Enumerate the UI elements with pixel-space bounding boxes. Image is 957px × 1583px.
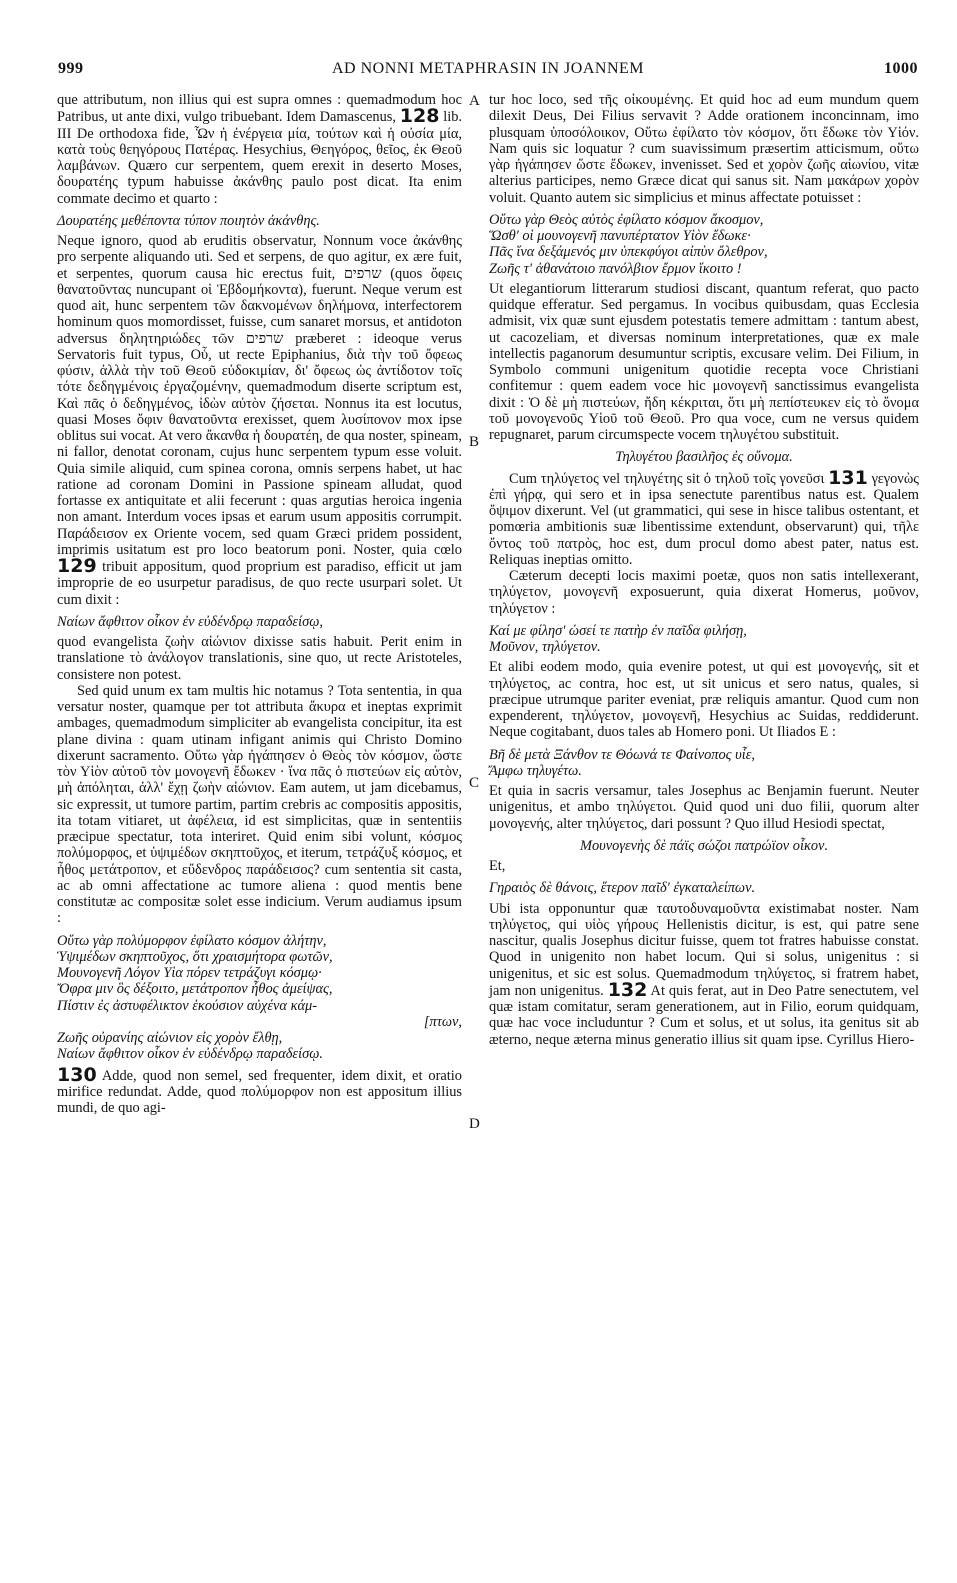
verse-line: Οὕτω γὰρ Θεὸς αὐτὸς ἐφίλατο κόσμον ἄκοσμον, [489, 211, 764, 228]
verse-line: Δουρατέης μεθέποντα τύπον ποιητὸν ἀκάνθης. [57, 212, 320, 229]
verse-quotation [489, 747, 919, 780]
margin-letter-b: B [469, 434, 480, 450]
paragraph: Cum τηλύγετος vel τηλυγέτης sit ὁ τηλοῦ τοῖς γονεῦσι 131 γεγονὼς ἐπὶ γήρᾳ, qui sero et in ipsa senectute parentibus natus est. Qualem ὄψιμον dixerunt. Vel (ut grammatici, qui sese in hisce talibus ostentant, et pomœria ambitionis suæ libentissime extendunt, observarunt) qui, τῆλε ὄντος τοῦ πατρὸς, hoc est, dum procul domo abest pater, natus est. Reliquas ineptias omitto. [489, 466, 919, 568]
paragraph: tur hoc loco, sed τῆς οἰκουμένης. Et quid hoc ad eum mundum quem dilexit Deus, Dei Filius servavit ? Adde orationem inconcinnam, imo plusquam ὑποσόλοικον, Οὕτω ἐφίλατο τὸν κόσμον, ὅτι ἔδωκε τὸν Υἱόν. Nam quis sic loquatur ? cum suavissimum præsertim atticismum, οὕτω γὰρ ἠγάπησεν ὥστε ἔδωκεν, invenisset. Sed et χορὸν ζωῆς αἰωνίου, vitæ alterius participes, nemo Græce dicat qui sanus sit. Nam μακάρων χορὸν voluit. Quanto autem sic simplicius et minus affectate potuisset : [489, 92, 919, 206]
verse-quotation [57, 213, 462, 229]
verse-line: Μουνογενὴς δὲ πάϊς σώζοι πατρώϊον οἶκον. [579, 837, 829, 854]
page-number-right: 1000 [884, 60, 918, 77]
verse-line: [πτων, [423, 1013, 462, 1030]
paragraph: que attributum, non illius qui est supra omnes : quemadmodum hoc Patribus, ut ante dixi, vulgo tribuebant. Idem Damascenus, 128 lib. III De orthodoxa fide, Ὧν ἡ ἐνέργεια μία, τούτων καὶ ἡ οὐσία μία, κατὰ τοὺς θεηγόρους Πατέρας. Hesychius, Θεηγόρος, θεῖος, ἐκ Θεοῦ λαμβάνων. Quæro cur serpentem, quem erexit in deserto Moses, δουρατέης typum habuisse ἀκάνθης paulo post dicat. Ita enim commate decimo et quarto : [57, 92, 463, 207]
paragraph: 130 Adde, quod non semel, sed frequenter, idem dixit, et oratio mirifice redundat. Adde, quod πολύμορφον non est appositum illius mundi, de quo agi- [57, 1063, 462, 1116]
verse-quotation [489, 623, 919, 656]
verse-quotation [489, 880, 919, 896]
verse-quotation [57, 614, 462, 630]
verse-line: Ζωῆς τ' ἀθανάτοιο πανόλβιον ἔρμον ἵκοιτο ! [489, 260, 742, 277]
verse-line: Τηλυγέτου βασιλῆος ἐς οὔνομα. [615, 449, 793, 466]
verse-quotation [489, 838, 919, 854]
paragraph: Cæterum decepti locis maximi poetæ, quos non satis intellexerant, τηλύγετον, μονογενῆ exposuerunt, quia dixerat Homerus, μοῦνον, τηλύγετον : [489, 568, 919, 617]
page-number-left: 999 [58, 60, 84, 77]
verse-quotation [489, 449, 919, 465]
margin-letter-d: D [469, 1116, 480, 1132]
margin-letter-c: C [469, 775, 480, 791]
verse-line: Μοῦνον, τηλύγετον. [489, 639, 601, 655]
paragraph: Et quia in sacris versamur, tales Josephus ac Benjamin fuerunt. Neuter unigenitus, et ambo τηλύγετοι. Quid quod uni duo filii, quorum alter μονογενής, alter τηλύγετος, dari possunt ? Quo illud Hesiodi spectat, [489, 783, 919, 832]
verse-quotation [57, 933, 462, 1063]
verse-line: Ζωῆς οὐρανίης αἰώνιον εἰς χορὸν ἔλθῃ, [57, 1030, 283, 1046]
paragraph: Ubi ista opponuntur quæ ταυτοδυναμοῦντα existimabat noster. Nam τηλύγετος, qui υἱὸς γήρους Hellenistis dicitur, is est, qui patre sene nascitur, qualis Josephus dicitur fuisse, quem tot fratres habuisse constat. Quod in unigenito non habet locum. Qui si solus, unigenitus : si unigenitus, et sic est solus. Quemadmodum τηλύγετος, si fratrem habet, jam non unigenitus. 132 At quis ferat, aut in Deo Patre senectutem, vel quæ istam comitatur, seram generationem, aut in Filio, eorum quidquam, quæ hac voce includuntur ? Cum et solus, et ut solus, ita genitus sit ab æterno, neque æterna minus generatio illius sit quam ipse. Cyrillus Hiero- [489, 900, 919, 1048]
verse-line: Γηραιὸς δὲ θάνοις, ἕτερον παῖδ' ἐγκαταλείπων. [489, 880, 756, 897]
verse-line: Ναίων ἄφθιτον οἶκον ἐν εὐδένδρῳ παραδείσῳ. [57, 1046, 323, 1063]
verse-quotation [489, 212, 919, 277]
right-column [489, 92, 919, 1048]
section-number: 131 [828, 466, 868, 489]
paragraph: quod evangelista ζωὴν αἰώνιον dixisse satis habuit. Perit enim in translatione τὸ ἀνάλογον translationis, sine quo, ut recte Aristoteles, consistere non potest. [57, 634, 462, 683]
paragraph: Neque ignoro, quod ab eruditis observatur, Nonnum voce ἀκάνθης pro serpente aliquando uti. Sed et serpens, de quo agitur, ex ære fuit, et serpentes, quorum causa hic erectus fuit, שרפים (quos ὄφεις θανατοῦντας nuncupant οἱ Ἑβδομήκοντα), fuerunt. Neque verum est quod ait, hunc serpentem τῶν δακνομένων δηλήμονα, interfectorem hominum quos momordisset, fuisse, cum sanaret morsus, et antidoton adversus δηλητηριώδες τῶν שרפים præberet : ideoque verus Servatoris fuit typus, Οὗ, ut recte Epiphanius, διὰ τὴν τοῦ ὄφεως φύσιν, ἀλλὰ τὴν τοῦ Θεοῦ εὐδοκιμίαν, δι' ὄφεως ὡς ἀντίδοτον τοῖς τότε δεδηγμένοις ἐργαζομένην, quemadmodum diserte scriptum est, Καὶ πᾶς ὁ δεδηγμένος, ἰδὼν αὐτὸν ζήσεται. Nonnus ita est locutus, quasi Moses ὄφιν θανατοῦντα erexisset, quem λυσίπονον mox ipse oblitus sui vocat. At vero ἄκανθα ἡ δουρατέη, de qua noster, spineam, ni fallor, denotat coronam, cujus hunc serpentem typum esse voluit. Quia simile aliquid, cum spinea corona, omnis serpens habet, ut hac ratione ad coronam Domini in Passione spineam alludat, quod fortasse ex antiquitate et alii fecerunt : quas argutias heroica ingenia non amant. Interdum voces ipsas et earum usum appositis corrumpit. Παράδεισον ex Oriente vocem, sed quam Græci pridem possident, imprimis usitatum est pro loco beatorum poni. Noster, quia cœlo 129 tribuit appositum, quod proprium est paradiso, efficit ut jam improprie de eo usurpetur paradisus, de quo recte usurpari solet. Ut cum dixit : [57, 233, 462, 608]
paragraph: Et alibi eodem modo, quia evenire potest, ut qui est μονογενής, sit et τηλύγετος, ac contra, hoc est, ut sit unicus et sero natus, quales, si præcipue utrumque pariter eveniat, præ reliquis amantur. Quod cum non expenderent, τηλύγετον, μονογενῆ, Hesychius ac Suidas, reddiderunt. Neque cogitabant, duos tales ab Homero poni. Ut Iliados E : [489, 659, 919, 741]
verse-line: Ναίων ἄφθιτον οἶκον ἐν εὐδένδρῳ παραδείσῳ, [57, 613, 323, 630]
section-number: 128 [399, 105, 440, 128]
verse-line: Ὑψιμέδων σκηπτοῦχος, ὅτι χραισμήτορα φωτῶν, [57, 948, 333, 965]
section-number: 129 [57, 555, 97, 577]
margin-letter-a: A [469, 93, 480, 109]
verse-line: Καί με φίλησ' ὡσεί τε πατὴρ ἐν παῖδα φιλήσῃ, [489, 622, 747, 639]
section-number: 132 [607, 978, 648, 1001]
verse-line: Πᾶς ἵνα δεξάμενός μιν ὑπεκφύγοι αἰπὺν ὄλεθρον, [489, 244, 768, 261]
paragraph: Et, [489, 858, 506, 874]
verse-line: Οὕτω γὰρ πολύμορφον ἐφίλατο κόσμον ἀλήτην, [57, 932, 327, 949]
running-header [58, 60, 918, 88]
verse-line: Βῆ δὲ μετὰ Ξάνθον τε Θόωνά τε Φαίνοπος υἷε, [489, 746, 755, 763]
verse-line: Ὥσθ' οἱ μουνογενῆ πανυπέρτατον Υἱὸν ἔδωκε· [489, 228, 751, 244]
left-column [57, 92, 462, 1116]
paragraph: Ut elegantiorum litterarum studiosi discant, quantum referat, quo pacto quidque efferatur. Sed pergamus. In vocibus quibusdam, quas Ecclesia admisit, vix quæ sunt ejusdem potestatis temere admittam : tantum abest, ut cacozeliam, et diversas nominum interpretationes, quæ ex male intellectis paganorum desumuntur scriptis, excusare velim. Dei Filium, in Symbolo communi unigenitum quotidie recepta voce Christiani confitemur : quem eadem voce hic μονογενῆ sanctissimus evangelista dixit : Ὁ δὲ μὴ πιστεύων, ἤδη κέκριται, ὅτι μὴ πεπίστευκεν εἰς τὸ ὄνομα τοῦ μονογενοῦς Υἱοῦ τοῦ Θεοῦ. Pro qua voce, cum ne versus quidem repugnaret, parum circumspecte vocem τηλυγέτου substituit. [489, 280, 919, 443]
verse-line: Ἄμφω τηλυγέτω. [489, 762, 582, 779]
verse-line: Πίστιν ἐς ἀστυφέλικτον ἑκούσιον αὐχένα κάμ- [57, 997, 318, 1014]
verse-line: Μουνογενῆ Λόγον Υἱα πόρεν τετράζυγι κόσμῳ· [57, 965, 322, 981]
paragraph: Sed quid unum ex tam multis hic notamus ? Tota sententia, in qua versatur noster, quamque per tot attributa ἄκυρα et ineptas exprimit ambages, quemadmodum simpliciter ab evangelista concipitur, ita est plane divina : quam utinam infigant animis qui Christo Domino dixerunt sacramento. Οὕτω γὰρ ἠγάπησεν ὁ Θεὸς τὸν κόσμον, ὥστε τὸν Υἱὸν αὐτοῦ τὸν μονογενῆ ἔδωκεν · ἵνα πᾶς ὁ πιστεύων εἰς αὐτὸν, μὴ ἀπόληται, ἀλλ' ἔχῃ ζωὴν αἰώνιον. Eam autem, ut jam dicebamus, sic expressit, ut tumore partim, partim crebris ac compositis appositis, ita totam vitiaret, ut ἀφέλεια, id est simplicitas, quæ in sententiis præcipue spectatur, tota interiret. Quid enim sibi volunt, κόσμος πολύμορφος, et ὑψιμέδων σκηπτοῦχος, et iterum, τετράζυξ κόσμος, et ἦθος μετάτροπον, et εὔδενδρος παράδεισος? cum sententia sit casta, ac ab omni affectatione ac tumore aliena : quod mentis bene constitutæ ac compositæ solet esse indicium. Verum audiamus ipsum : [57, 682, 462, 927]
verse-line: Ὄφρα μιν ὃς δέξοιτο, μετάτροπον ἦθος ἀμείψας, [57, 981, 333, 998]
section-number: 130 [57, 1063, 97, 1086]
running-title: AD NONNI METAPHRASIN IN JOANNEM [332, 60, 644, 77]
